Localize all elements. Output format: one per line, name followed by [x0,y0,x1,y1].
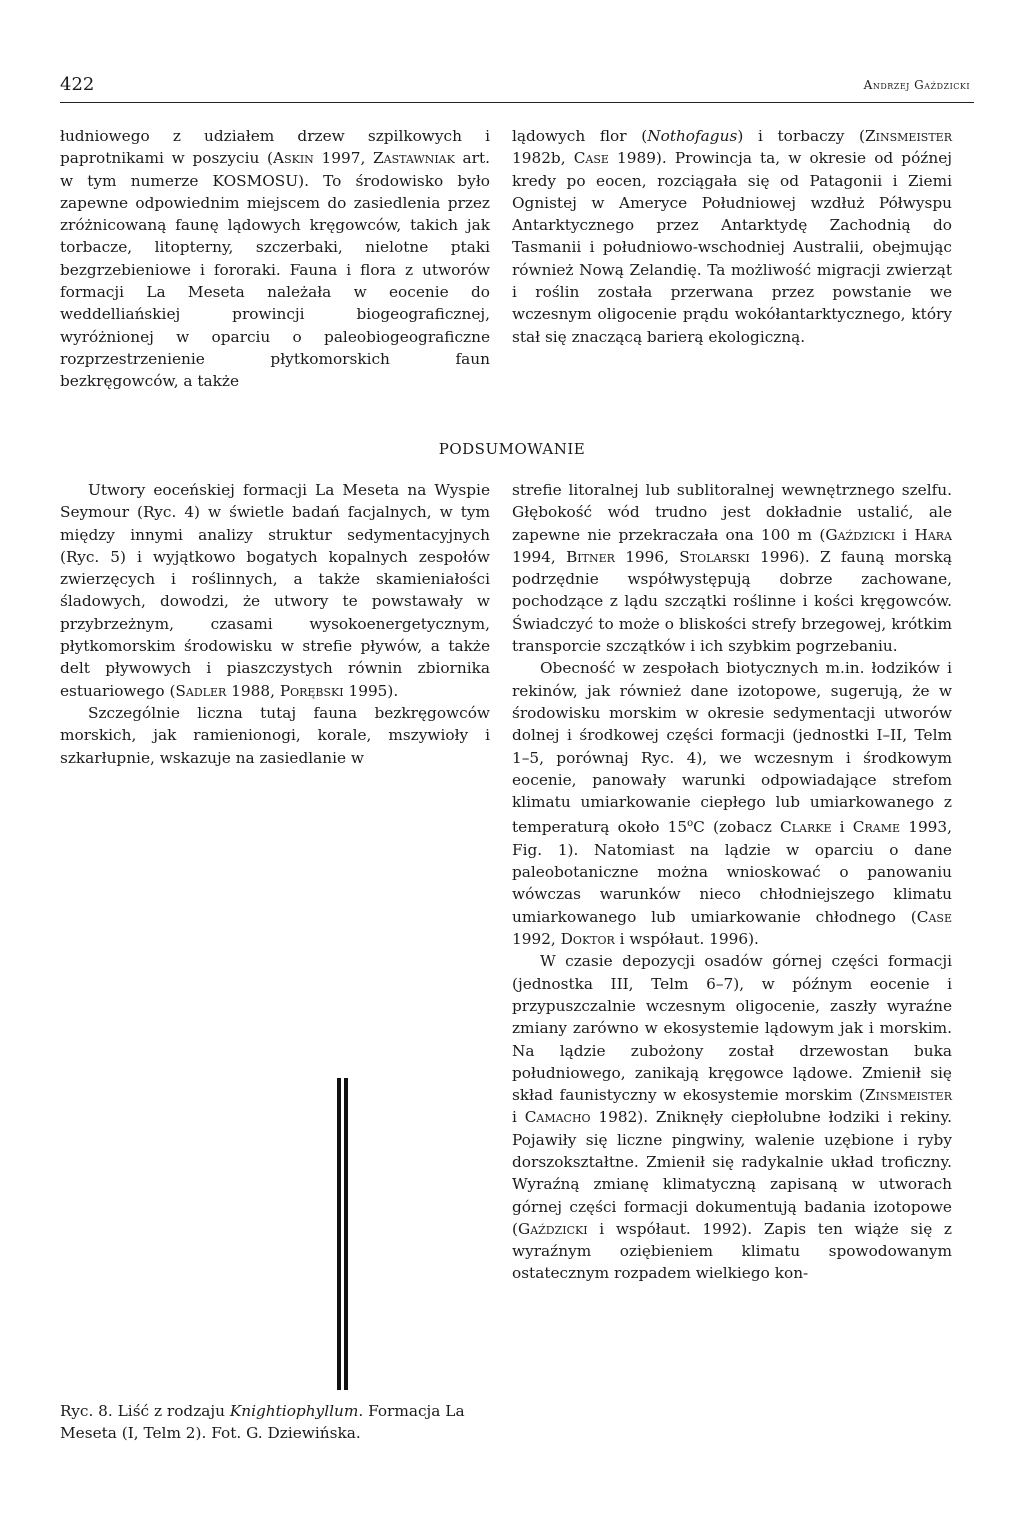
text-run: 1982). Zniknęły ciepłolubne łodziki i rekiny. Pojawiły się liczne pingwiny, walenie uzębione i ryby dorszokształtne. Zmienił się radykalnie układ troficzny. Wyraźną zmianę klimatyczną zapisaną w utworach górnej części formacji dokumentują badania izotopowe ( [512,1108,952,1238]
running-head-author: Andrzej Gaździcki [863,78,970,92]
bottom-left-column [60,479,490,769]
text-run: o [687,818,694,830]
text-run: 1989). Prowincja ta, w okresie od późnej kredy po eocen, rozciągała się od Patagonii i Ziemi Ognistej w Ameryce Południowej wzdłuż Półwyspu Antarktycznego przez Antarktydę Zachodnią do Tasmanii i południowo-wschodniej Australii, obejmując również Nową Zelandię. Ta możliwość migracji zwierząt i roślin została przerwana przez powstanie we wczesnym oligocenie prądu wokółantarktycznego, który stał się znaczącą barierą ekologiczną. [512,149,952,346]
author-name: Camacho [524,1108,591,1127]
paragraph [60,479,490,702]
italic-term: Nothofagus [647,127,738,145]
top-left-column [60,125,490,393]
author-name: Doktor [560,930,615,949]
bottom-right-column [512,479,952,1285]
text-run: lądowych flor ( [512,127,648,145]
figure-8-image [337,1078,349,1390]
text-run: W czasie depozycji osadów górnej części formacji (jednostka III, Telm 6–7), w późnym eocenie i przypuszczalnie wczesnym oligocenie, zaszły wyraźne zmiany zarówno w ekosystemie lądowym jak i morskim. Na lądzie zubożony został drzewostan buka południowego, zanikają kręgowce lądowe. Zmienił się skład faunistyczny w ekosystemie morskim ( [512,952,952,1105]
text-run: 1982b, [512,149,574,168]
italic-term: Knightiophyllum [229,1402,359,1420]
text-run: i współaut. 1992). Zapis ten wiąże się z wyraźnym oziębieniem klimatu spowodowanym ostatecznym rozpadem wielkiego kon- [512,1219,952,1283]
author-name: Zinsmeister [865,1086,952,1105]
page-number: 422 [60,74,95,95]
paragraph [60,125,490,393]
text-run: 1994, [512,547,567,566]
top-right-column [512,125,952,348]
text-run: C (zobacz [693,818,780,837]
text-run: i [831,818,853,837]
author-name: Bitner [566,547,615,566]
figure-caption [60,1400,490,1445]
text-run: 1997, [313,149,374,168]
text-run: art. w tym numerze KOSMOSU). To środowisko było zapewne odpowiednim miejscem do zasiedlenia przez zróżnicowaną faunę lądowych kręgowców, takich jak torbacze, litopterny, szczerbaki, nielotne ptaki bezgrzebieniowe i fororaki. Fauna i flora z utworów formacji La Meseta należała w eocenie do weddelliańskiej prowincji biogeograficznej, wyróżnionej w oparciu o paleobiogeograficzne rozprzestrzenienie płytkomorskich faun bezkręgowców, a także [60,149,490,391]
text-run: strefie litoralnej lub sublitoralnej wewnętrznego szelfu. Głębokość wód trudno jest dokładnie ustalić, ale zapewne nie przekraczała ona 100 m ( [512,481,952,544]
author-name: Gaździcki [517,1219,588,1238]
text-run: Szczególnie liczna tutaj fauna bezkręgowców morskich, jak ramienionogi, korale, mszywioły i szkarłupnie, wskazuje na zasiedlanie w [60,703,490,767]
author-name: Stolarski [679,547,750,566]
text-run: 1988, [226,681,280,700]
author-name: Case [916,907,952,926]
text-run: i współaut. 1996). [614,930,759,949]
author-name: Askin [273,149,314,168]
author-name: Crame [852,818,901,837]
running-header [60,74,974,103]
paragraph [512,479,952,657]
text-run: 1996, [614,547,680,566]
section-heading: PODSUMOWANIE [438,440,586,458]
author-name: Hara [914,525,952,544]
text-run: łudniowego z udziałem drzew szpilkowych i paprotnikami w poszyciu ( [60,127,490,168]
text-run: 1992, [512,930,561,949]
author-name: Gaździcki [825,525,895,544]
text-run: 1996). Z fauną morską podrzędnie współwystępują dobrze zachowane, pochodzące z lądu szczątki roślinne i kości kręgowców. Świadczyć to może o bliskości strefy brzegowej, krótkim transporcie szczątków i ich szybkim pogrzebaniu. [512,547,952,656]
author-name: Sadler [175,681,227,700]
paragraph [512,657,952,950]
text-run: 1995). [343,681,399,700]
author-name: Porębski [279,681,344,700]
text-run: 1993, Fig. 1). Natomiast na lądzie w oparciu o dane paleobotaniczne można wnioskować o panowaniu wówczas warunków nieco chłodniejszego klimatu umiarkowanego lub umiarkowanie chłodnego ( [512,818,953,926]
text-run: ) i torbaczy ( [737,127,866,145]
text-run: Obecność w zespołach biotycznych m.in. łodzików i rekinów, jak również dane izotopowe, sugerują, że w środowisku morskim w okresie sedymentacji utworów dolnej i środkowej części formacji (jednostki I–II, Telm 1–5, porównaj Ryc. 4), we wczesnym i środkowym eocenie, panowały warunki odpowiadające strefom klimatu umiarkowanie ciepłego lub umiarkowanego z temperaturą około 15 [512,659,952,837]
text-run: Ryc. 8. Liść z rodzaju [60,1402,230,1420]
text-run: Utwory eoceńskiej formacji La Meseta na Wyspie Seymour (Ryc. 4) w świetle badań facjalnych, w tym między innymi analizy struktur sedymentacyjnych (Ryc. 5) i wyjątkowo bogatych kopalnych zespołów zwierzęcych i roślinnych, a także skamieniałości śladowych, dowodzi, że utwory te powstawały w przybrzeżnym, czasami wysokoenergetycznym, płytkomorskim środowisku w strefie pływów, a także delt pływowych i piaszczystych równin zbiornika estuariowego ( [60,481,490,700]
text-run: i [894,525,915,544]
author-name: Clarke [780,818,832,837]
paragraph [60,702,490,769]
paragraph [512,125,952,348]
paragraph [512,950,952,1284]
text-run: i [512,1108,525,1127]
text-run: . Formacja La Meseta (I, Telm 2). Fot. G. Dziewińska. [60,1402,465,1443]
author-name: Zastawniak [373,149,455,168]
author-name: Zinsmeister [865,127,952,145]
author-name: Case [573,149,609,168]
